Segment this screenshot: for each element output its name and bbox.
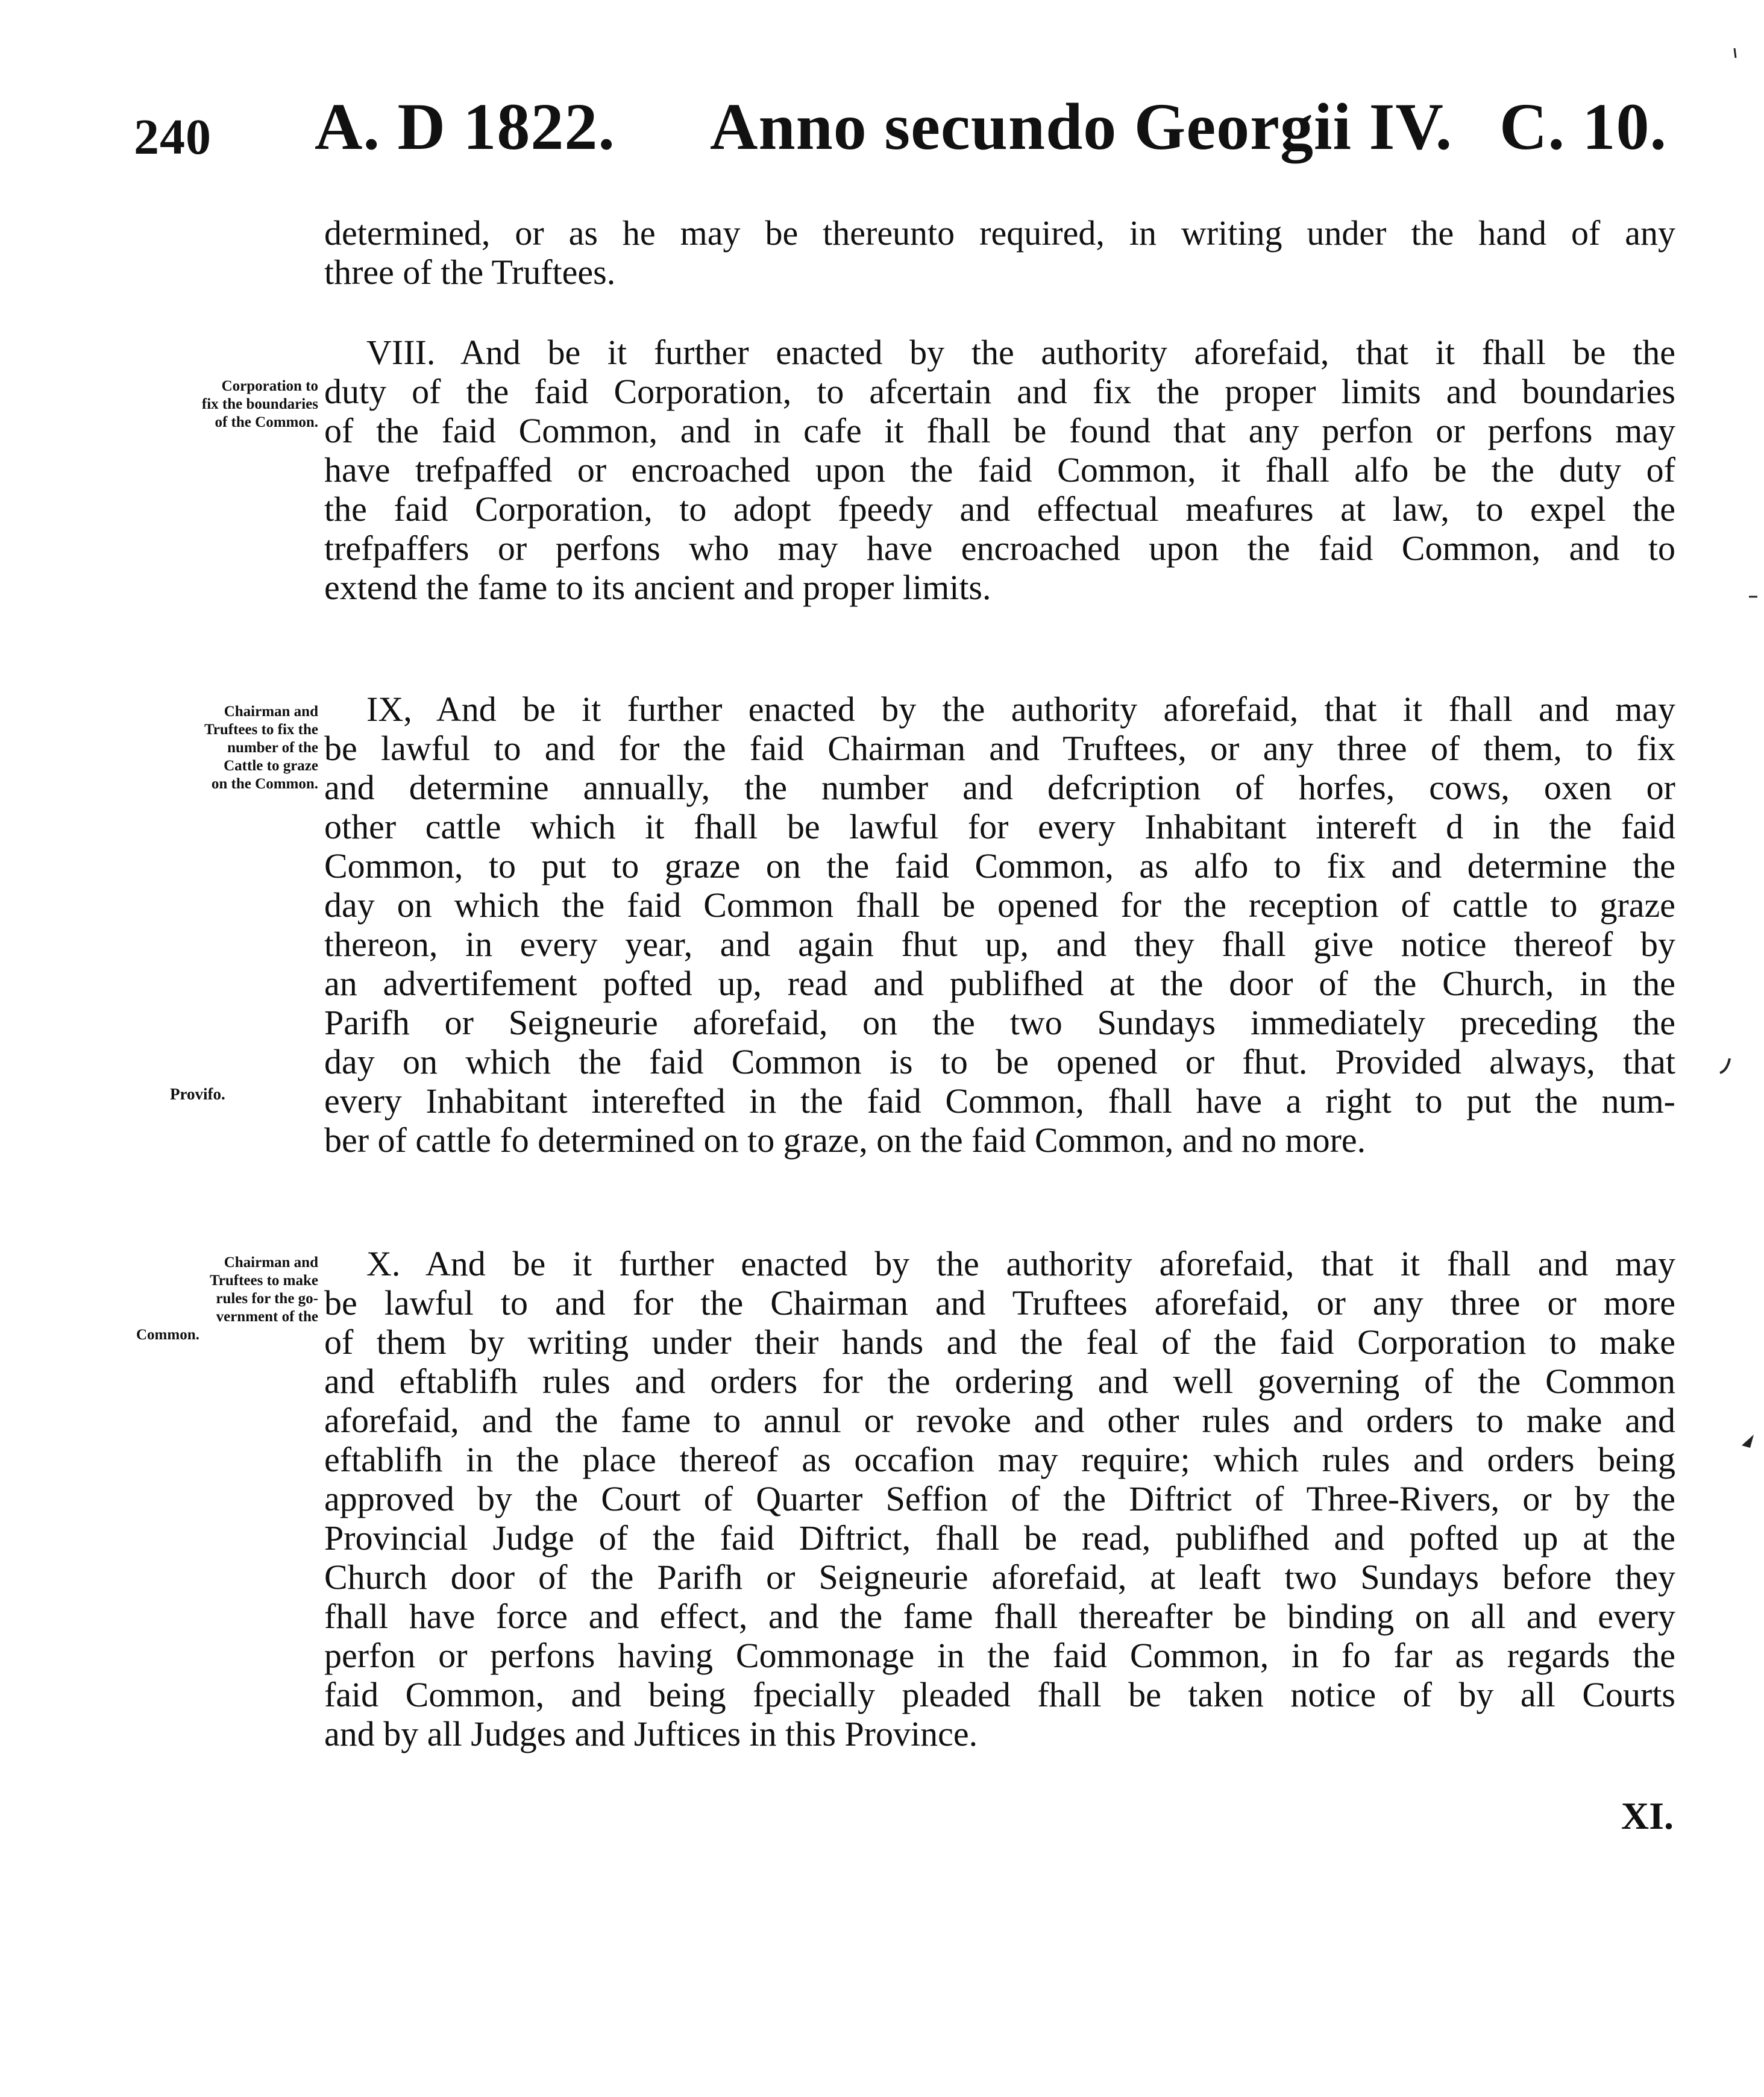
note-line: Cattle to graze <box>224 758 318 774</box>
text-line: extend the fame to its ancient and proper limits. <box>324 568 991 607</box>
note-line: Corporation to <box>221 378 318 394</box>
text-line: X. And be it further enacted by the authority aforefaid, that it fhall and may <box>366 1244 1675 1283</box>
text-line: three of the Truftees. <box>324 253 616 292</box>
text-line: day on which the faid Common fhall be opened for the reception of cattle to graze <box>324 885 1675 925</box>
header-year: A. D 1822. <box>315 90 615 163</box>
text-line: every Inhabitant interefted in the faid Common, fhall have a right to put the num- <box>324 1081 1675 1121</box>
text-line: approved by the Court of Quarter Seffion of the Diftrict of Three-Rivers, or by the <box>324 1479 1675 1518</box>
catchword: XI. <box>1621 1794 1674 1837</box>
text-line: be lawful to and for the faid Chairman and Truftees, or any three of them, to fix <box>324 729 1675 768</box>
note-line: on the Common. <box>211 776 318 792</box>
text-line: the faid Corporation, to adopt fpeedy and effectual meafures at law, to expel the <box>324 489 1675 529</box>
text-line: ber of cattle fo determined on to graze, on the faid Common, and no more. <box>324 1121 1366 1160</box>
note-line: Common. <box>136 1327 199 1343</box>
note-line: Truftees to make <box>209 1272 318 1289</box>
text-line: of the faid Common, and in cafe it fhall be found that any perfon or perfons may <box>324 411 1675 450</box>
note-line: rules for the go- <box>216 1291 318 1307</box>
note-line: number of the <box>227 740 318 756</box>
note-line: fix the boundaries <box>201 396 318 412</box>
text-line: of them by writing under their hands and the feal of the faid Corporation to make <box>324 1322 1675 1362</box>
text-line: aforefaid, and the fame to annul or revoke and other rules and orders to make and <box>324 1401 1675 1440</box>
text-line: other cattle which it fhall be lawful for every Inhabitant intereft d in the faid <box>324 807 1675 846</box>
note-line: Chairman and <box>224 1254 318 1271</box>
text-line: and eftablifh rules and orders for the ordering and well governing of the Common <box>324 1362 1675 1401</box>
text-line: eftablifh in the place thereof as occafion may require; which rules and orders being <box>324 1440 1675 1479</box>
text-line: Provincial Judge of the faid Diftrict, fhall be read, publifhed and pofted up at the <box>324 1518 1675 1558</box>
text-line: duty of the faid Corporation, to afcertain and fix the proper limits and boundaries <box>324 372 1675 411</box>
note-line: of the Common. <box>215 414 318 430</box>
scan-speck <box>1734 48 1736 58</box>
header-title: Anno secundo Georgii IV. <box>710 90 1453 163</box>
text-line: fhall have force and effect, and the fame fhall thereafter be binding on all and every <box>324 1597 1675 1636</box>
text-line: and by all Judges and Juftices in this Province. <box>324 1714 978 1753</box>
text-line: be lawful to and for the Chairman and Truftees aforefaid, or any three or more <box>324 1283 1675 1322</box>
scan-speck <box>1742 1435 1754 1448</box>
text-line: trefpaffers or perfons who may have encroached upon the faid Common, and to <box>324 529 1675 568</box>
text-line: IX, And be it further enacted by the authority aforefaid, that it fhall and may <box>366 690 1675 729</box>
note-line: Truftees to fix the <box>204 722 318 738</box>
text-line: Common, to put to graze on the faid Common, as alfo to fix and determine the <box>324 846 1675 885</box>
text-line: perfon or perfons having Commonage in the faid Common, in fo far as regards the <box>324 1636 1675 1675</box>
text-line: and determine annually, the number and defcription of horfes, cows, oxen or <box>324 768 1675 807</box>
text-line: VIII. And be it further enacted by the authority aforefaid, that it fhall be the <box>366 333 1675 372</box>
text-line: determined, or as he may be thereunto required, in writing under the hand of any <box>324 213 1675 253</box>
page-number: 240 <box>134 109 212 165</box>
text-line: Church door of the Parifh or Seigneurie aforefaid, at leaft two Sundays before they <box>324 1558 1675 1597</box>
text-line: have trefpaffed or encroached upon the faid Common, it fhall alfo be the duty of <box>324 450 1675 489</box>
scan-speck <box>1720 1058 1730 1073</box>
header-chapter: C. 10. <box>1499 90 1667 163</box>
text-line: an advertifement pofted up, read and publifhed at the door of the Church, in the <box>324 964 1675 1003</box>
text-line: thereon, in every year, and again fhut up, and they fhall give notice thereof by <box>324 925 1675 964</box>
note-line: Chairman and <box>224 703 318 720</box>
note-line: Provifo. <box>170 1085 225 1103</box>
text-line: Parifh or Seigneurie aforefaid, on the two Sundays immediately preceding the <box>324 1003 1675 1042</box>
text-line: faid Common, and being fpecially pleaded fhall be taken notice of by all Courts <box>324 1675 1675 1714</box>
text-line: day on which the faid Common is to be opened or fhut. Provided always, that <box>324 1042 1675 1081</box>
note-line: vernment of the <box>216 1309 318 1325</box>
